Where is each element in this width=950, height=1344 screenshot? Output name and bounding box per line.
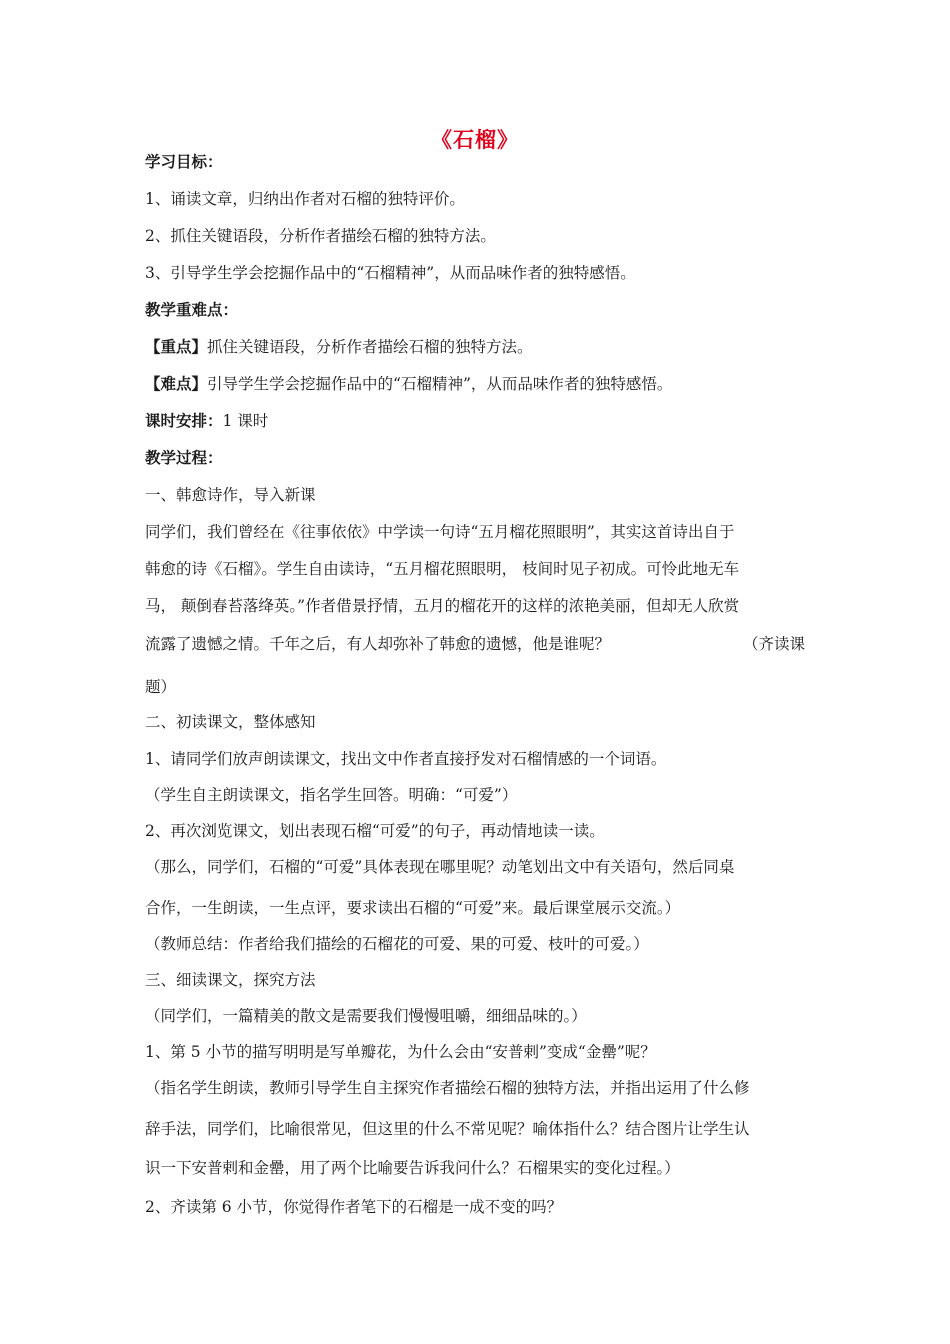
paragraph-line: [145, 634, 805, 654]
note-line: （学生自主朗读课文，指名学生回答。明确：“可爱”）: [145, 786, 518, 804]
difficulty-label: 【难点】: [145, 374, 208, 393]
paragraph-line: 马， 颠倒春苔落绛英。”作者借景抒情，五月的榴花开的这样的浓艳美丽，但却无人欣赏: [145, 597, 740, 615]
process-heading: 教学过程：: [145, 448, 223, 467]
note-line: （那么，同学们，石榴的“可爱”具体表现在哪里呢？动笔划出文中有关语句，然后同桌: [145, 858, 735, 876]
section-title: 二、初读课文，整体感知: [145, 713, 316, 731]
question-line: 1、请同学们放声朗读课文，找出文中作者直接抒发对石榴情感的一个词语。: [145, 750, 667, 768]
note-line: （指名学生朗读，教师引导学生自主探究作者描绘石榴的独特方法，并指出运用了什么修: [145, 1079, 750, 1097]
focus-text: 抓住关键语段，分析作者描绘石榴的独特方法。: [207, 338, 533, 356]
note-line: 识一下安普剌和金罍，用了两个比喻要告诉我问什么？石榴果实的变化过程。）: [145, 1159, 680, 1177]
schedule-line: [145, 411, 810, 431]
difficulty-text: 引导学生学会挖掘作品中的“石榴精神”，从而品味作者的独特感悟。: [207, 375, 673, 393]
focus-line: [145, 337, 810, 357]
difficulty-line: [145, 374, 810, 394]
schedule-value: 1 课时: [222, 412, 269, 430]
note-line: （同学们，一篇精美的散文是需要我们慢慢咀嚼，细细品味的。）: [145, 1007, 587, 1025]
paragraph-text: （齐读课: [742, 635, 805, 653]
paragraph-line: 韩愈的诗《石榴》。学生自由读诗，“五月榴花照眼明， 枝间时见子初成。可怜此地无车: [145, 560, 740, 578]
objective-item: 1、诵读文章，归纳出作者对石榴的独特评价。: [145, 190, 465, 208]
question-line: 2、齐读第 6 小节，你觉得作者笔下的石榴是一成不变的吗？: [145, 1198, 563, 1216]
question-line: 1、第 5 小节的描写明明是写单瓣花，为什么会由“安普剌”变成“金罍”呢？: [145, 1043, 656, 1061]
paragraph-line: 同学们，我们曾经在《往事依依》中学读一句诗“五月榴花照眼明”，其实这首诗出自于: [145, 523, 735, 541]
paragraph-line: 题）: [145, 678, 177, 696]
key-points-heading: 教学重难点：: [145, 300, 239, 319]
section-title: 一、韩愈诗作，导入新课: [145, 486, 316, 504]
objective-item: 2、抓住关键语段，分析作者描绘石榴的独特方法。: [145, 227, 496, 245]
focus-label: 【重点】: [145, 337, 208, 356]
note-line: 辞手法，同学们，比喻很常见，但这里的什么不常见呢？喻体指什么？结合图片让学生认: [145, 1120, 750, 1138]
objectives-heading: 学习目标：: [145, 152, 223, 171]
note-line: 合作，一生朗读，一生点评，要求读出石榴的“可爱”来。最后课堂展示交流。）: [145, 899, 681, 917]
section-title: 三、细读课文，探究方法: [145, 971, 316, 989]
summary-line: （教师总结：作者给我们描绘的石榴花的可爱、果的可爱、枝叶的可爱。）: [145, 935, 649, 953]
document-title: 《石榴》: [431, 127, 519, 152]
question-line: 2、再次浏览课文，划出表现石榴“可爱”的句子，再动情地读一读。: [145, 822, 605, 840]
schedule-label: 课时安排：: [145, 411, 223, 430]
objective-item: 3、引导学生学会挖掘作品中的“石榴精神”，从而品味作者的独特感悟。: [145, 264, 636, 282]
paragraph-text: 流露了遗憾之情。千年之后，有人却弥补了韩愈的遗憾，他是谁呢？: [145, 635, 611, 653]
